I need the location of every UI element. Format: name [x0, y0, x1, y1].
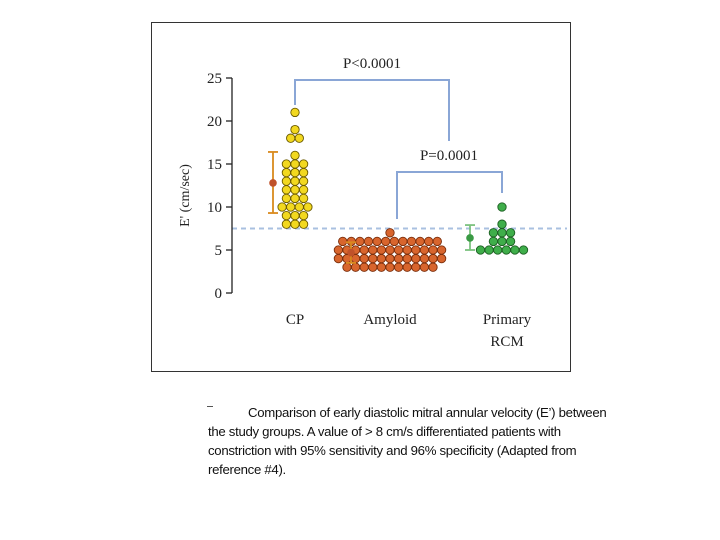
data-point — [489, 229, 497, 237]
data-point — [506, 229, 514, 237]
chart-svg — [152, 23, 572, 373]
data-point — [377, 263, 385, 271]
data-point — [386, 246, 394, 254]
data-point — [360, 246, 368, 254]
data-point — [291, 108, 299, 116]
significance-label: P<0.0001 — [342, 56, 402, 72]
data-point — [299, 160, 307, 168]
significance-bracket — [295, 80, 449, 141]
y-axis-label: E' (cm/sec) — [178, 164, 193, 227]
data-point — [334, 246, 342, 254]
data-point — [291, 211, 299, 219]
data-point — [282, 211, 290, 219]
x-tick-label: Amyloid — [363, 312, 417, 328]
data-point — [377, 254, 385, 262]
data-point — [519, 246, 527, 254]
data-point — [356, 237, 364, 245]
data-point — [502, 246, 510, 254]
data-point — [412, 246, 420, 254]
data-point — [343, 263, 351, 271]
data-point — [291, 168, 299, 176]
figure-caption — [208, 403, 607, 479]
y-tick-label: 10 — [207, 200, 222, 216]
data-point — [295, 134, 303, 142]
x-tick-label: Primary — [482, 312, 532, 328]
data-point — [403, 246, 411, 254]
data-point — [360, 254, 368, 262]
y-tick-label: 5 — [214, 243, 222, 259]
data-point — [287, 203, 295, 211]
data-point — [403, 263, 411, 271]
data-point — [282, 168, 290, 176]
data-point — [287, 134, 295, 142]
data-point — [299, 211, 307, 219]
data-point — [386, 229, 394, 237]
data-point — [498, 203, 506, 211]
y-tick-label: 0 — [214, 286, 222, 302]
data-point — [295, 203, 303, 211]
data-point — [412, 254, 420, 262]
data-point — [291, 177, 299, 185]
data-point — [299, 177, 307, 185]
data-point — [291, 160, 299, 168]
significance-bracket — [397, 172, 502, 219]
data-point — [304, 203, 312, 211]
data-point — [377, 246, 385, 254]
mean-marker — [269, 179, 277, 187]
y-tick-label: 15 — [207, 157, 222, 173]
data-point — [299, 194, 307, 202]
data-point — [291, 194, 299, 202]
data-point — [498, 220, 506, 228]
x-tick-label: RCM — [490, 334, 524, 350]
data-point — [498, 237, 506, 245]
data-point — [282, 186, 290, 194]
data-point — [291, 151, 299, 159]
mean-marker — [347, 249, 355, 257]
data-point — [437, 246, 445, 254]
figure-frame — [151, 22, 571, 372]
y-tick-label: 25 — [207, 71, 222, 87]
data-point — [360, 263, 368, 271]
data-point — [334, 254, 342, 262]
x-tick-label: CP — [285, 312, 305, 328]
data-point — [498, 229, 506, 237]
data-point — [299, 186, 307, 194]
data-point — [420, 254, 428, 262]
data-point — [511, 246, 519, 254]
data-point — [299, 168, 307, 176]
data-point — [394, 263, 402, 271]
data-point — [489, 237, 497, 245]
data-point — [291, 220, 299, 228]
data-point — [394, 246, 402, 254]
data-point — [420, 246, 428, 254]
data-point — [386, 254, 394, 262]
data-point — [399, 237, 407, 245]
caption-line: Comparison of early diastolic mitral annular velocity (E’) between — [248, 405, 607, 420]
data-point — [278, 203, 286, 211]
data-point — [291, 186, 299, 194]
data-point — [390, 237, 398, 245]
data-point — [407, 237, 415, 245]
data-point — [420, 263, 428, 271]
significance-label: P=0.0001 — [419, 148, 479, 164]
data-point — [291, 125, 299, 133]
data-point — [416, 237, 424, 245]
data-point — [282, 177, 290, 185]
data-point — [429, 254, 437, 262]
data-point — [382, 237, 390, 245]
data-point — [429, 246, 437, 254]
data-point — [494, 246, 502, 254]
data-point — [364, 237, 372, 245]
data-point — [369, 254, 377, 262]
data-point — [429, 263, 437, 271]
data-point — [433, 237, 441, 245]
data-point — [351, 263, 359, 271]
data-point — [386, 263, 394, 271]
caption-line: the study groups. A value of > 8 cm/s differentiated patients with — [208, 424, 561, 439]
data-point — [369, 246, 377, 254]
y-tick-label: 20 — [207, 114, 222, 130]
caption-line: constriction with 95% sensitivity and 96% specificity (Adapted from — [208, 443, 577, 458]
data-point — [373, 237, 381, 245]
data-point — [485, 246, 493, 254]
mean-marker — [466, 234, 474, 242]
data-point — [282, 194, 290, 202]
data-point — [506, 237, 514, 245]
data-point — [403, 254, 411, 262]
data-point — [412, 263, 420, 271]
data-point — [425, 237, 433, 245]
data-point — [299, 220, 307, 228]
data-point — [369, 263, 377, 271]
data-point — [339, 237, 347, 245]
data-point — [282, 220, 290, 228]
data-point — [282, 160, 290, 168]
data-point — [437, 254, 445, 262]
data-point — [476, 246, 484, 254]
data-point — [394, 254, 402, 262]
caption-line: reference #4). — [208, 462, 286, 477]
